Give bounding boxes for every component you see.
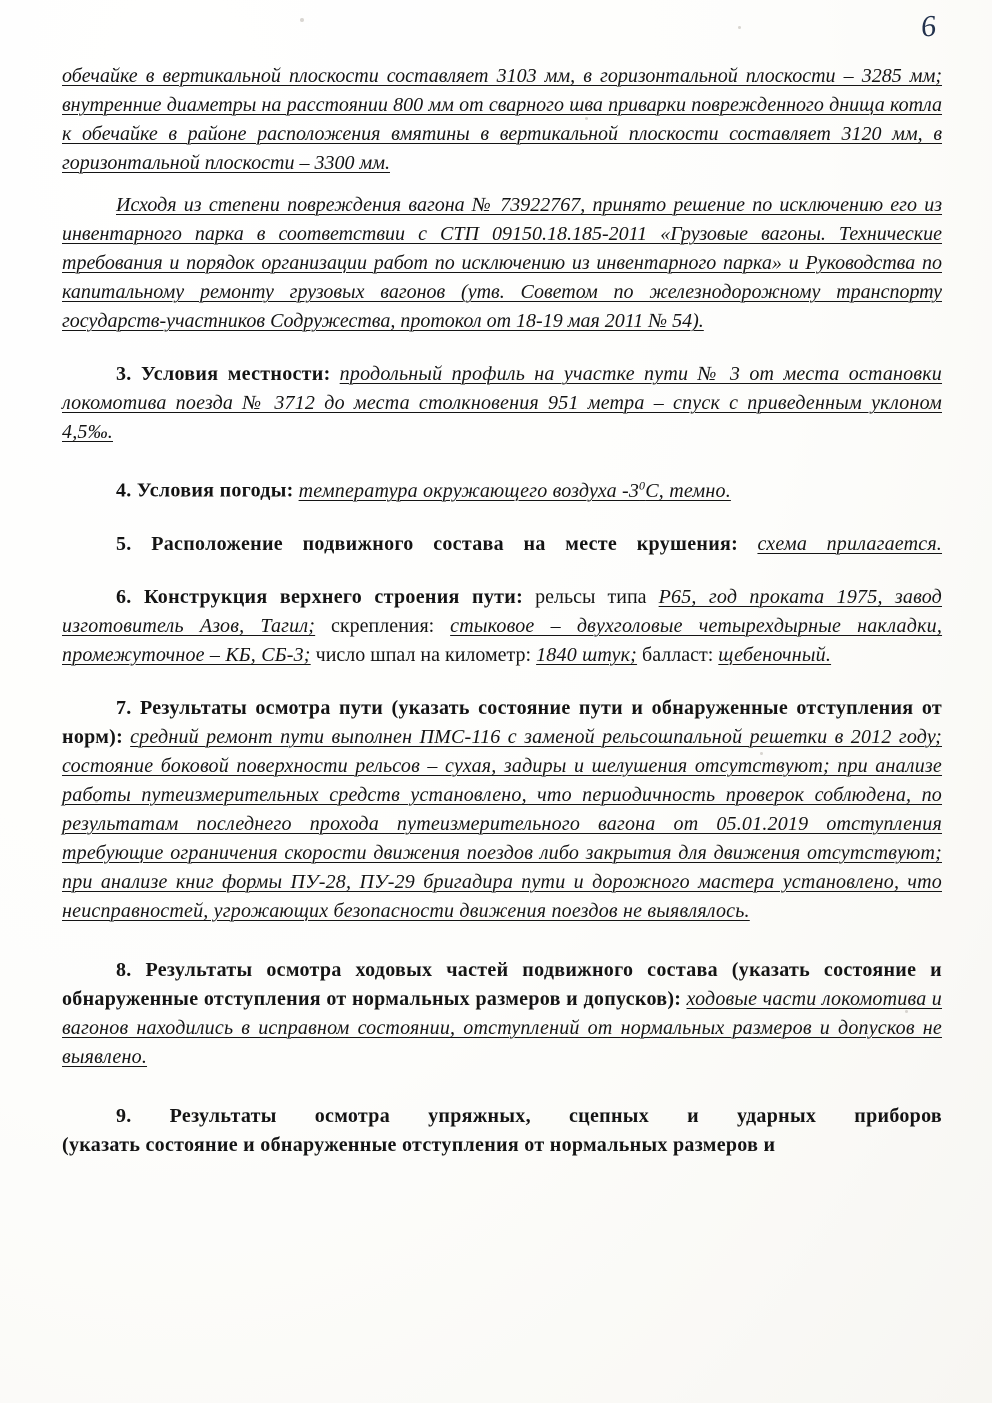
- item-4: [62, 471, 942, 506]
- item-4-value-before: температура окружающего воздуха -3: [298, 479, 640, 502]
- item-6-fastenings: стыковое – двухголовые четырехдырные накладки, промежуточное – КБ, СБ-3;: [62, 614, 943, 666]
- item-7-value: средний ремонт пути выполнен ПМС-116 с заменой рельсошпальной решетки в 2012 году; состояние боковой поверхности рельсов – сухая, задиры и шелушения отсутствуют; при анализе работы путеизмерительных средств установлено, что периодичность проверок соблюдена, по результатам последнего прохода путеизмерительного вагона от 05.01.2019 отступления требующие ограничения скорости движения поездов либо закрытия для движения отсутствуют; при анализе книг формы ПУ-28, ПУ-29 бригадира пути и дорожного мастера установлено, что неисправностей, угрожающих безопасности движения поездов не выявлялось.: [62, 725, 942, 922]
- item-6: [62, 583, 942, 670]
- item-6-rail-type: Р65, год проката 1975, завод изготовитель Азов, Тагил;: [62, 585, 942, 637]
- scan-speck: [738, 26, 741, 29]
- spacer: [62, 447, 942, 471]
- item-4-value-after: С, темно.: [645, 479, 731, 502]
- item-5-label: 5. Расположение подвижного состава на месте крушения:: [116, 532, 739, 555]
- page-number: 6: [919, 9, 938, 44]
- spacer: [62, 506, 942, 530]
- item-4-degree-sign: 0: [639, 478, 646, 492]
- spacer: [62, 670, 942, 694]
- paragraph-continuation: обечайке в вертикальной плоскости составляет 3103 мм, в горизонтальной плоскости – 3285 мм; внутренние диаметры на расстоянии 800 мм от сварного шва приварки поврежденного днища котла к обечайке в районе расположения вмятины в вертикальной плоскости составляет 3120 мм, в горизонтальной плоскости – 3300 мм.: [62, 65, 942, 174]
- item-6-printed-4: балласт:: [642, 643, 714, 666]
- scan-speck: [300, 18, 304, 22]
- spacer: [62, 926, 942, 956]
- item-3: [62, 360, 942, 447]
- item-5-value: схема прилагается.: [757, 532, 943, 555]
- item-6-printed-3: число шпал на километр:: [315, 643, 532, 666]
- document-body: [62, 62, 942, 1160]
- item-9-line-1: 9. Результаты осмотра упряжных, сцепных и ударных приборов: [116, 1104, 942, 1127]
- spacer: [62, 336, 942, 360]
- item-3-value: продольный профиль на участке пути № 3 от места остановки локомотива поезда № 3712 до места столкновения 951 метра – спуск с приведенным уклоном 4,5‰.: [62, 363, 943, 443]
- item-4-value: [299, 480, 731, 502]
- item-6-ballast: щебеночный.: [718, 643, 832, 666]
- item-4-label: 4. Условия погоды:: [116, 479, 294, 502]
- spacer: [62, 1072, 942, 1102]
- item-8-value: ходовые части локомотива и вагонов находились в исправном состоянии, отступлений от нормальных размеров и допусков не выявлено.: [62, 987, 943, 1068]
- item-6-label: 6. Конструкция верхнего строения пути:: [116, 585, 524, 608]
- paragraph-decision: Исходя из степени повреждения вагона № 73922767, принято решение по исключению его из инвентарного парка в соответствии с СТП 09150.18.185-2011 «Грузовые вагоны. Технические требования и порядок организации работ по исключению из инвентарного парка» и Руководства по капитальному ремонту грузовых вагонов (утв. Советом по железнодорожному транспорту государств-участников Содружества, протокол от 18-19 мая 2011 № 54).: [62, 194, 942, 332]
- item-6-printed-2: скрепления:: [331, 614, 435, 637]
- item-7-label: 7. Результаты осмотра пути (указать состояние пути и обнаруженные отступления от норм):: [62, 696, 942, 748]
- item-6-printed-1: рельсы типа: [535, 585, 647, 608]
- item-5: [62, 530, 942, 559]
- item-8: [62, 956, 942, 1072]
- item-3-label: 3. Условия местности:: [116, 363, 331, 385]
- spacer: [62, 178, 942, 191]
- item-8-label: 8. Результаты осмотра ходовых частей подвижного состава (указать состояние и обнаруженные отступления от нормальных размеров и допусков):: [62, 958, 942, 1010]
- item-9-line-2: (указать состояние и обнаруженные отступления от нормальных размеров и: [62, 1133, 776, 1156]
- spacer: [62, 559, 942, 583]
- item-6-sleepers: 1840 штук;: [536, 643, 638, 666]
- item-7: [62, 694, 942, 926]
